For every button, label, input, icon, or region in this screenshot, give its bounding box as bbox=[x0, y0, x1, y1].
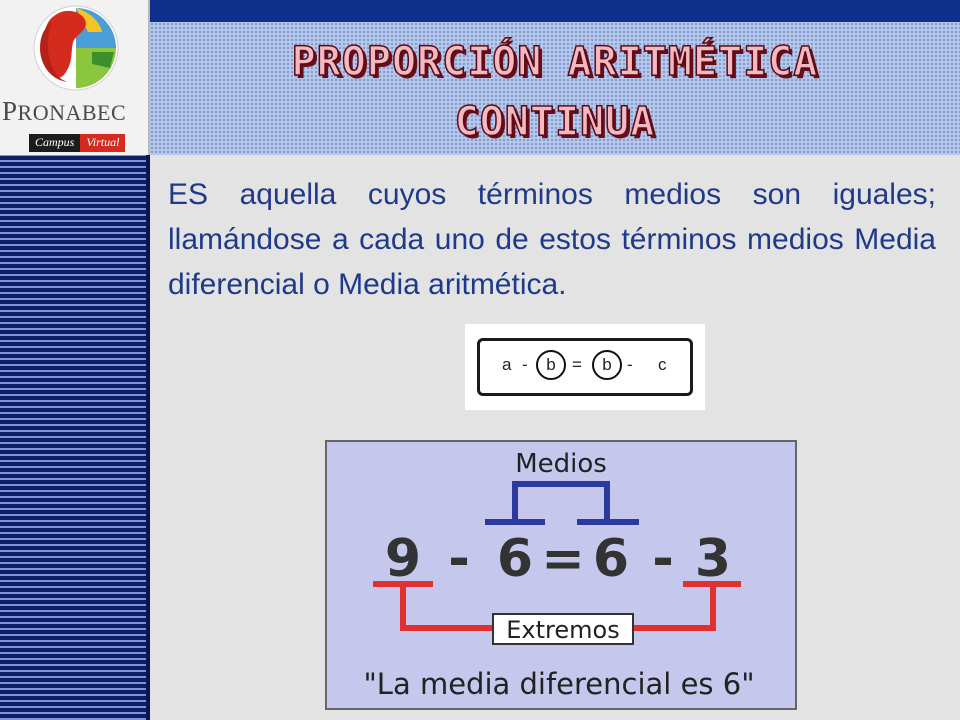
logo-wordmark: PRONABEC bbox=[2, 96, 127, 126]
eq-equals: = bbox=[541, 529, 585, 589]
globe-peru-icon bbox=[30, 2, 122, 94]
formula-b-circle-2: b bbox=[592, 350, 622, 380]
formula-minus-2: - bbox=[627, 355, 633, 374]
eq-term-1: 9 bbox=[384, 529, 422, 589]
title-line-1: PROPORCIÓN ARITMÉTICA bbox=[291, 39, 819, 85]
example-diagram bbox=[325, 440, 797, 710]
formula-frame bbox=[477, 338, 693, 396]
medios-label: Medios bbox=[515, 449, 607, 479]
logo-tag-virtual: Virtual bbox=[80, 134, 125, 152]
formula-equals: = bbox=[572, 355, 582, 374]
definition-paragraph: ES aquella cuyos términos medios son iguales; llamándose a cada uno de estos términos medios Media diferencial o Media aritmética. bbox=[168, 178, 936, 301]
top-blue-strip bbox=[150, 0, 960, 22]
logo-tag-campus: Campus bbox=[29, 134, 80, 152]
formula-a: a bbox=[502, 355, 512, 374]
formula-b-circle-1: b bbox=[536, 350, 566, 380]
logo-tagline bbox=[29, 134, 125, 152]
medios-bracket bbox=[485, 484, 639, 522]
eq-op-2: - bbox=[652, 529, 674, 589]
example-caption: "La media diferencial es 6" bbox=[363, 667, 755, 701]
eq-op-1: - bbox=[448, 529, 470, 589]
extremos-label: Extremos bbox=[506, 616, 620, 644]
slide-title bbox=[150, 32, 960, 152]
eq-term-2: 6 bbox=[496, 529, 534, 589]
formula-diagram bbox=[465, 324, 705, 410]
pronabec-logo bbox=[0, 0, 150, 155]
formula-minus-1: - bbox=[522, 355, 528, 374]
slide-header bbox=[150, 22, 960, 155]
eq-term-4: 3 bbox=[694, 529, 732, 589]
title-line-2: CONTINUA bbox=[454, 99, 656, 145]
eq-term-3: 6 bbox=[592, 529, 630, 589]
formula-c: c bbox=[658, 355, 667, 374]
